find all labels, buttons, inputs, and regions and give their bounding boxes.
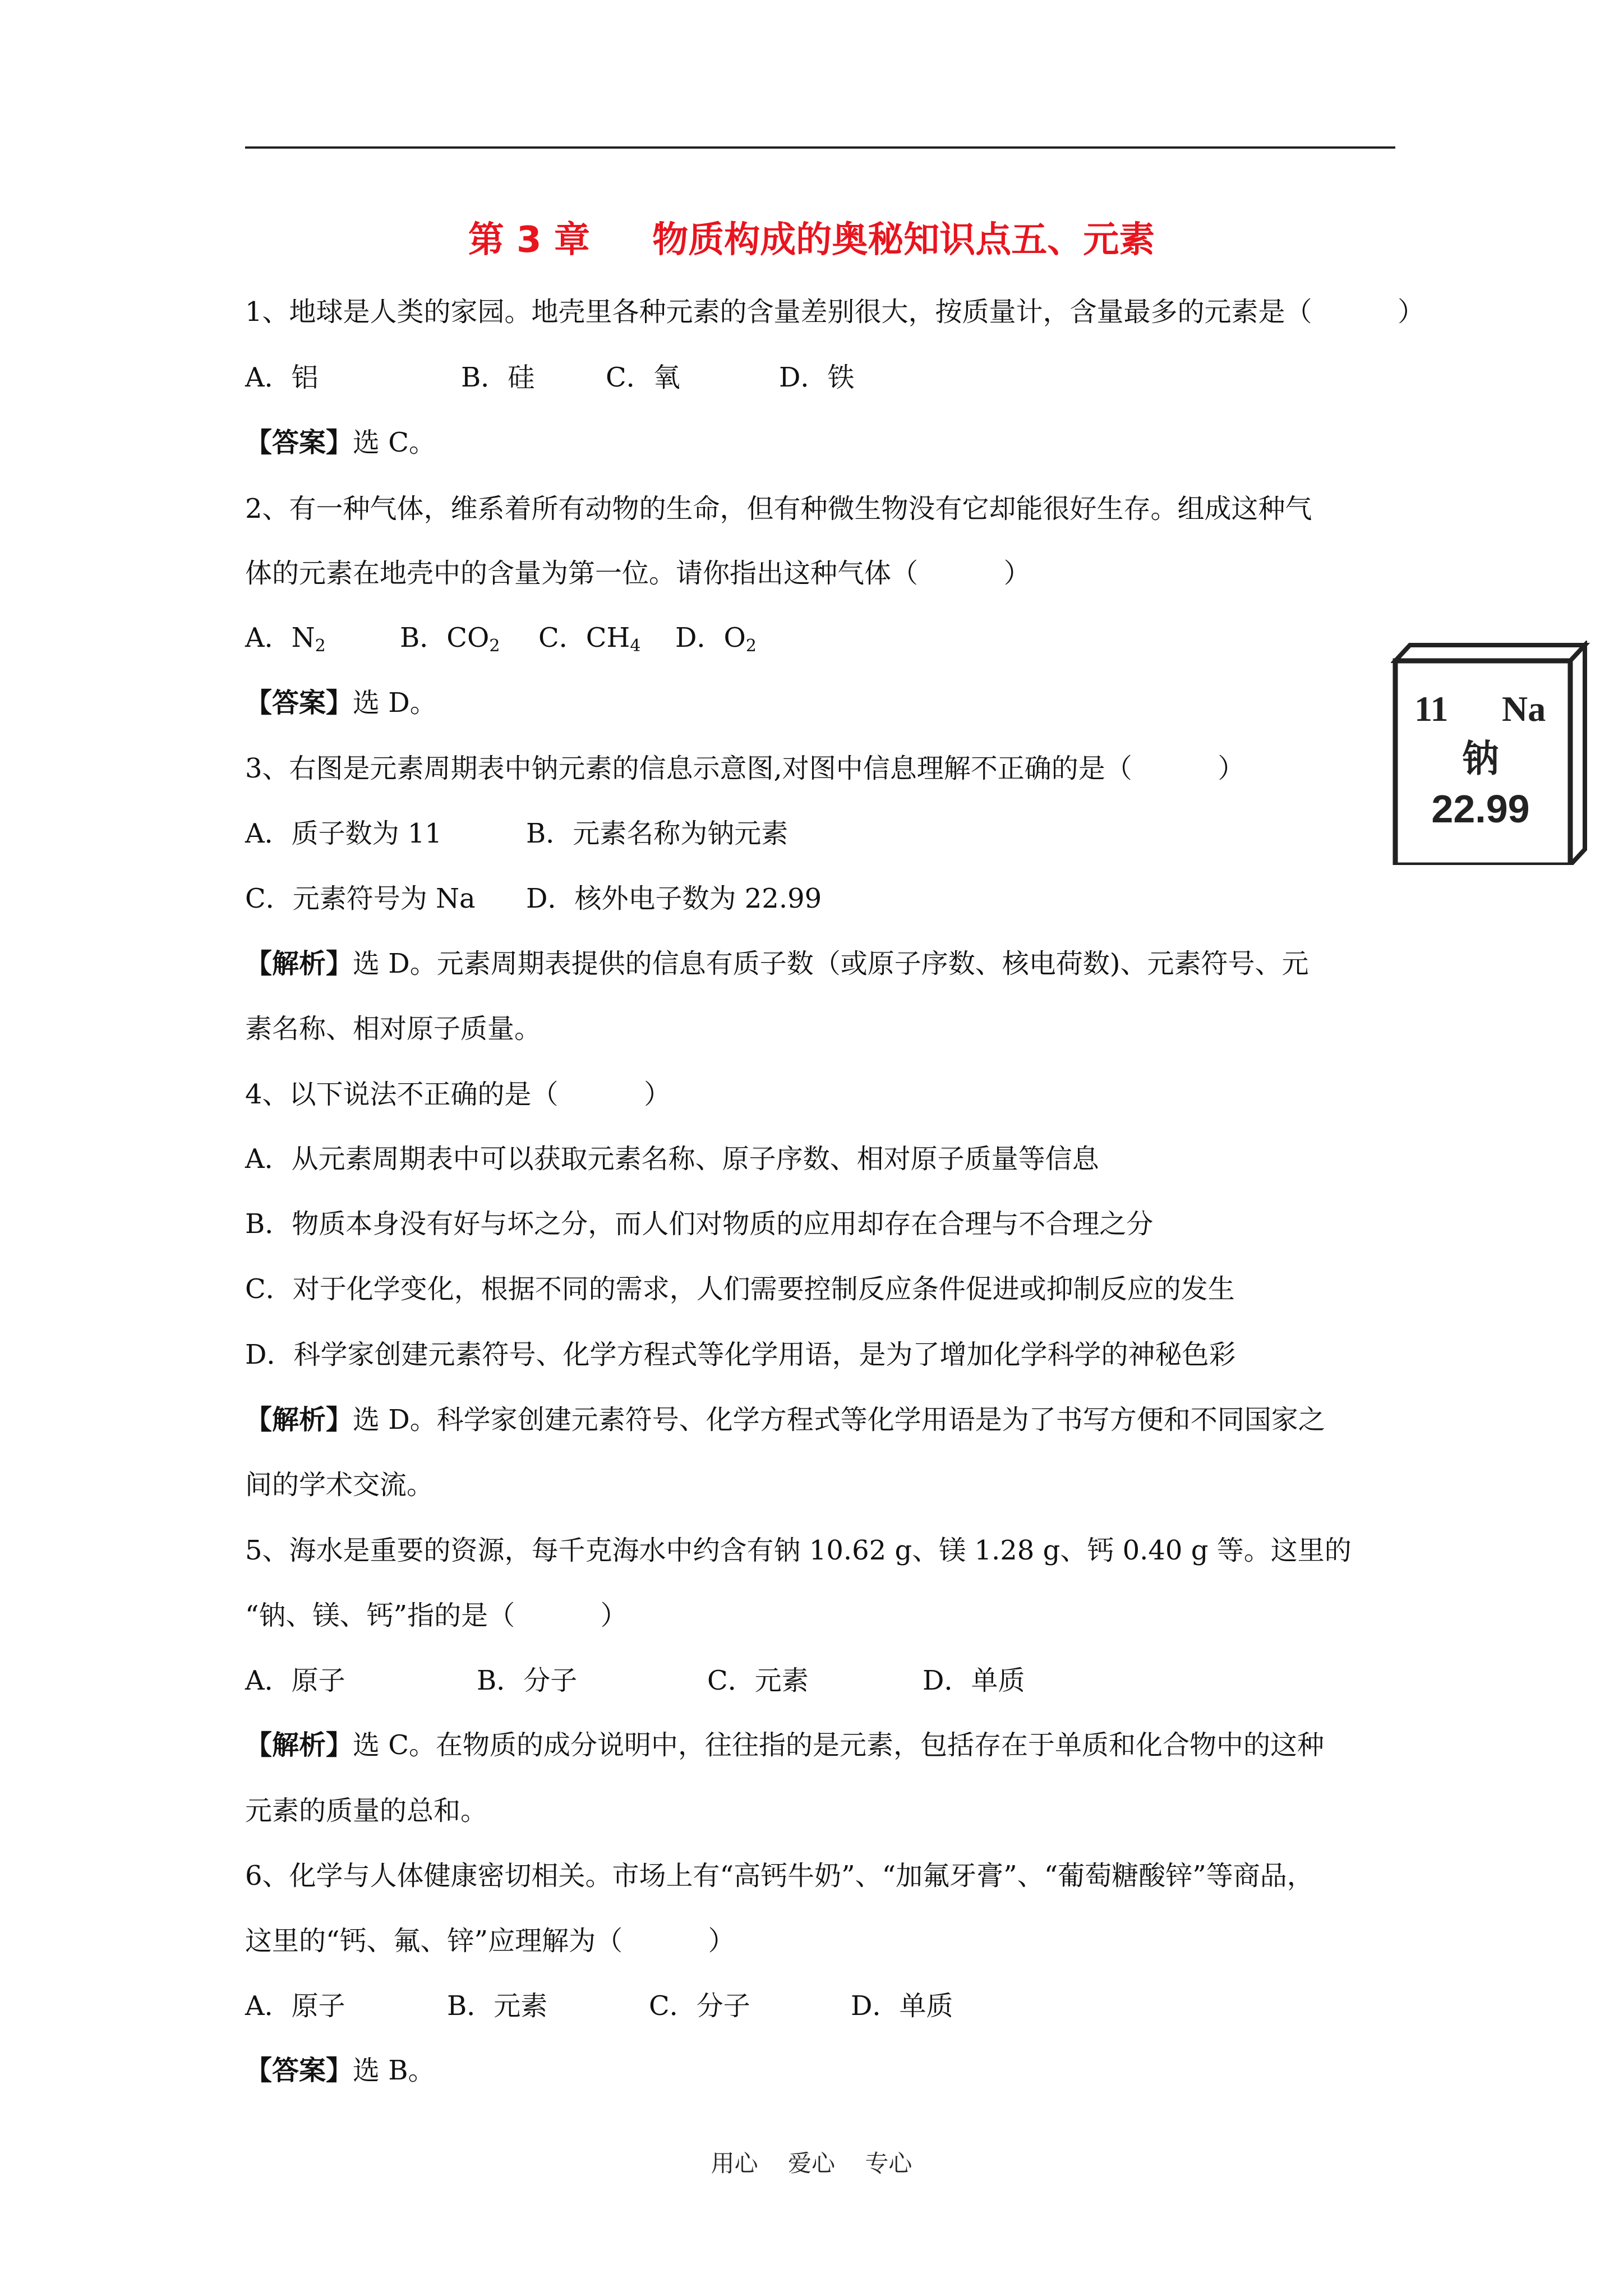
answer-text: 选 D。 xyxy=(353,687,437,719)
question-2-option-a: A．$N_2$ xyxy=(245,622,326,656)
question-3-stem: 3、右图是元素周期表中钠元素的信息示意图,对图中信息理解不正确的是（ ） xyxy=(245,753,1245,784)
question-5-analysis-line-1 xyxy=(245,1726,1324,1765)
question-5-stem-line-2: “钠、镁、钙”指的是（ ） xyxy=(245,1600,628,1631)
question-1-stem: 1、地球是人类的家园。地壳里各种元素的含量差别很大，按质量计，含量最多的元素是（ ） xyxy=(245,296,1425,328)
question-2-option-d: D．$O_2$ xyxy=(675,622,757,656)
question-6-stem-line-1: 6、化学与人体健康密切相关。市场上有“高钙牛奶”、“加氟牙膏”、“葡萄糖酸锌”等商品， xyxy=(245,1860,1314,1892)
element-symbol: Na xyxy=(1502,689,1546,729)
answer-text: 选 B。 xyxy=(353,2055,435,2086)
analysis-text: 选 D。元素周期表提供的信息有质子数（或原子序数、核电荷数)、元素符号、元 xyxy=(353,948,1309,979)
question-1-option-b: B．硅 xyxy=(461,362,535,393)
question-5-option-a: A．原子 xyxy=(245,1665,345,1696)
answer-text: 选 C。 xyxy=(353,427,436,458)
question-5-option-b: B．分子 xyxy=(477,1665,578,1696)
page-footer: 用心 爱心 专心 xyxy=(711,2150,912,2177)
question-2-stem-line-2: 体的元素在地壳中的含量为第一位。请你指出这种气体（ ） xyxy=(245,558,1031,589)
analysis-label: 【解析】 xyxy=(245,1404,353,1435)
question-3-option-d: D．核外电子数为 22.99 xyxy=(526,883,822,914)
question-3-analysis-line-2: 素名称、相对原子质量。 xyxy=(245,1013,542,1045)
question-3-option-b: B．元素名称为钠元素 xyxy=(526,818,789,849)
question-6-option-b: B．元素 xyxy=(447,1990,548,2022)
question-1-option-c: C．氧 xyxy=(606,362,680,393)
question-1-answer xyxy=(245,423,436,462)
question-3-analysis-line-1 xyxy=(245,944,1309,983)
answer-label: 【答案】 xyxy=(245,427,353,458)
answer-label: 【答案】 xyxy=(245,2055,353,2086)
page-title: 第 3 章 物质构成的奥秘知识点五、元素 xyxy=(468,219,1155,261)
question-5-option-d: D．单质 xyxy=(923,1665,1025,1696)
question-2-answer xyxy=(245,683,437,723)
question-3-option-c: C．元素符号为 Na xyxy=(245,883,476,914)
question-5-analysis-line-2: 元素的质量的总和。 xyxy=(245,1795,488,1826)
question-4-option-a: A．从元素周期表中可以获取元素名称、原子序数、相对原子质量等信息 xyxy=(245,1143,1099,1175)
question-6-stem-line-2: 这里的“钙、氟、锌”应理解为（ ） xyxy=(245,1925,735,1957)
answer-label: 【答案】 xyxy=(245,687,353,719)
element-atomic-mass: 22.99 xyxy=(1431,787,1530,831)
question-4-stem: 4、以下说法不正确的是（ ） xyxy=(245,1079,671,1110)
question-3-option-a: A．质子数为 11 xyxy=(245,818,442,849)
question-4-analysis-line-1 xyxy=(245,1400,1325,1439)
question-2-option-b: B．$CO_2$ xyxy=(400,622,500,656)
question-2-option-c: C．$CH_4$ xyxy=(538,622,641,656)
question-4-option-b: B．物质本身没有好与坏之分，而人们对物质的应用却存在合理与不合理之分 xyxy=(245,1208,1154,1240)
question-1-option-a: A．铝 xyxy=(245,362,319,393)
question-1-option-d: D．铁 xyxy=(779,362,855,393)
question-4-analysis-line-2: 间的学术交流。 xyxy=(245,1469,434,1501)
question-6-answer xyxy=(245,2051,435,2090)
question-6-option-c: C．分子 xyxy=(649,1990,750,2022)
analysis-label: 【解析】 xyxy=(245,1729,353,1761)
question-6-option-d: D．单质 xyxy=(851,1990,953,2022)
question-5-stem-line-1: 5、海水是重要的资源，每千克海水中约含有钠 10.62 g、镁 1.28 g、钙 0.40 g 等。这里的 xyxy=(245,1535,1352,1566)
analysis-text: 选 C。在物质的成分说明中，往往指的是元素，包括存在于单质和化合物中的这种 xyxy=(353,1729,1325,1761)
header-rule xyxy=(245,146,1395,149)
element-name: 钠 xyxy=(1462,737,1499,780)
question-4-option-c: C．对于化学变化，根据不同的需求，人们需要控制反应条件促进或抑制反应的发生 xyxy=(245,1273,1235,1305)
question-2-stem-line-1: 2、有一种气体，维系着所有动物的生命，但有种微生物没有它却能很好生存。组成这种气 xyxy=(245,493,1312,524)
question-6-option-a: A．原子 xyxy=(245,1990,345,2022)
element-atomic-number: 11 xyxy=(1414,689,1449,729)
sodium-element-card xyxy=(1391,641,1593,865)
analysis-label: 【解析】 xyxy=(245,948,353,979)
question-4-option-d: D．科学家创建元素符号、化学方程式等化学用语，是为了增加化学科学的神秘色彩 xyxy=(245,1339,1236,1370)
question-5-option-c: C．元素 xyxy=(707,1665,809,1696)
analysis-text: 选 D。科学家创建元素符号、化学方程式等化学用语是为了书写方便和不同国家之 xyxy=(353,1404,1325,1435)
